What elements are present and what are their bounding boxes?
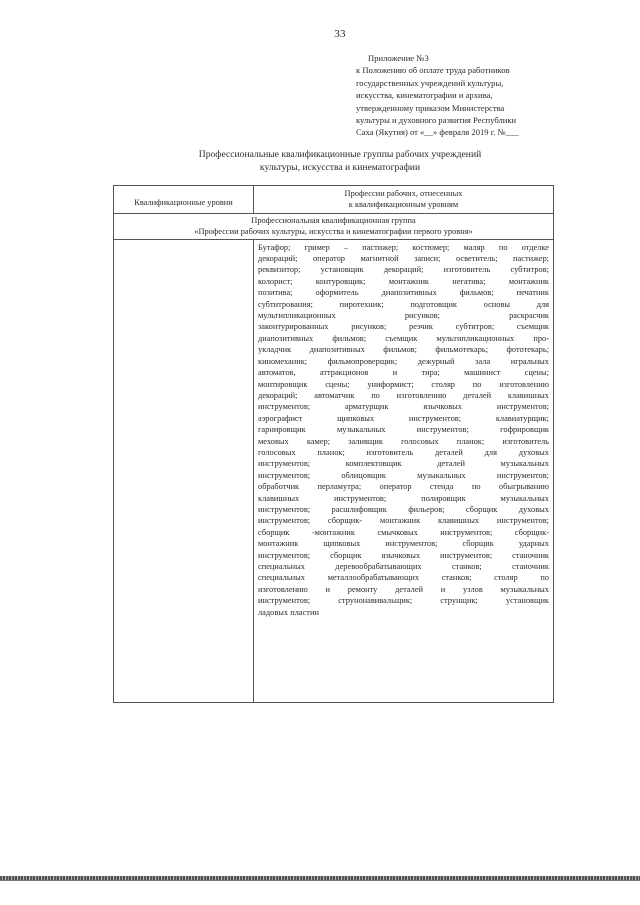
profession-line: декораций; оператор магнитной записи; осветитель; пастижер; <box>258 254 549 264</box>
profession-line: укладчик диапозитивных фильмов; фильмотекарь; фототекарь; <box>258 345 549 355</box>
profession-line: аэрографист щипковых инструментов; клавиатурщик; <box>258 413 549 423</box>
appendix-line: утвержденному приказом Министерства <box>356 102 505 113</box>
profession-line: обработчик перламутра; оператор стенда по обыгрыванию <box>258 482 549 492</box>
profession-line: киномеханик; фильмопроверщик; дежурный зала игральных <box>258 356 549 366</box>
profession-line: законтурированных рисунков; резчик субтитров; съемщик <box>258 322 549 332</box>
profession-line: субтитрования; пиротехник; подготовщик основы для <box>258 299 549 309</box>
appendix-line: искусства, кинематографии и архива, <box>356 90 493 101</box>
header-col1-label: Квалификационные уровни <box>134 198 233 208</box>
table-header-row <box>114 186 553 214</box>
profession-line: специальных деревообрабатывающих станков; станочник <box>258 562 549 571</box>
profession-line: меховых камер; заливщик голосовых планок; изготовитель <box>258 436 549 446</box>
appendix-line: культуры и духовного развития Республики <box>356 115 517 126</box>
profession-line: позитива; оформитель диапозитивных фильмов; печатник <box>258 288 549 298</box>
table-group-row <box>114 214 553 240</box>
appendix-line: Приложение №3 <box>368 53 429 63</box>
profession-line: сборщик -монтажник смычковых инструментов; сборщик- <box>258 527 549 537</box>
title-line: культуры, искусства и кинематографии <box>259 162 421 173</box>
profession-line: монтажник щипковых инструментов; сборщик ударных <box>258 539 549 549</box>
profession-line: специальных металлообрабатывающих станков; столяр по <box>258 573 549 583</box>
profession-line: инструментов; расшлифовщик фильеров; сборщик духовых <box>258 504 549 514</box>
profession-line: Бутафор; гример – пастижер; костюмер; маляр по отделке <box>258 242 549 252</box>
profession-line: гарнировщик музыкальных инструментов; гофрировщик <box>258 425 549 435</box>
qualification-table <box>113 185 554 703</box>
group-heading <box>114 214 553 239</box>
profession-line: клавишных инструментов; полировщик музыкальных <box>258 493 549 503</box>
header-col2-line: к квалификационным уровням <box>348 200 459 210</box>
group-line: Профессиональная квалификационная группа <box>251 215 416 225</box>
profession-line: реквизитор; установщик декораций; изготовитель субтитров; <box>258 265 549 275</box>
professions-cell <box>254 240 553 702</box>
header-col2-line: Профессии рабочих, отнесенных <box>344 189 463 198</box>
qualification-level-cell <box>114 240 254 702</box>
profession-line: монтировщик сцены; униформист; столяр по изготовлению <box>258 379 549 389</box>
profession-line: инструментов; облицовщик музыкальных инструментов; <box>258 470 549 480</box>
profession-line: инструментов; арматурщик язычковых инструментов; <box>258 402 549 412</box>
appendix-line: Саха (Якутия) от «__» февраля 2019 г. №___ <box>356 127 519 138</box>
header-qualification-levels <box>114 186 254 213</box>
appendix-line: к Положению об оплате труда работников <box>356 65 510 76</box>
profession-line: инструментов; сборщик- монтажник клавишных инструментов; <box>258 516 549 526</box>
appendix-note <box>356 52 581 139</box>
scan-edge-line <box>0 880 640 881</box>
appendix-line: государственных учреждений культуры, <box>356 77 504 88</box>
profession-line: голосовых планок; изготовитель деталей для духовых <box>258 447 549 457</box>
profession-line: автоматов, аттракционов и тира; машинист сцены; <box>258 368 549 378</box>
profession-line: колорист; контуровщик; монтажник негатива; монтажник <box>258 276 549 286</box>
title-line: Профессиональные квалификационные группы рабочих учреждений <box>198 149 482 160</box>
profession-line: инструментов; струнонавивальщик; струнщик; установщик <box>258 596 549 606</box>
profession-line: инструментов; сборщик язычковых инструментов; станочник <box>258 550 549 560</box>
group-line: «Профессии рабочих культуры, искусства и кинематографии первого уровня» <box>194 227 473 237</box>
page-number: 33 <box>334 28 346 40</box>
profession-line: инструментов; комплектовщик деталей музыкальных <box>258 459 549 469</box>
profession-line: ладовых пластин <box>258 607 319 617</box>
profession-line: декораций; автоматчик по изготовлению деталей клавишных <box>258 390 549 400</box>
header-professions <box>254 186 553 213</box>
document-title <box>120 148 560 174</box>
profession-line: изготовлению и ремонту деталей и узлов музыкальных <box>258 584 549 594</box>
profession-line: мультипликационных рисунков; раскрасчик <box>258 311 549 321</box>
table-row <box>114 240 553 702</box>
profession-line: диапозитивных фильмов; съемщик мультипликационных про- <box>258 333 549 343</box>
